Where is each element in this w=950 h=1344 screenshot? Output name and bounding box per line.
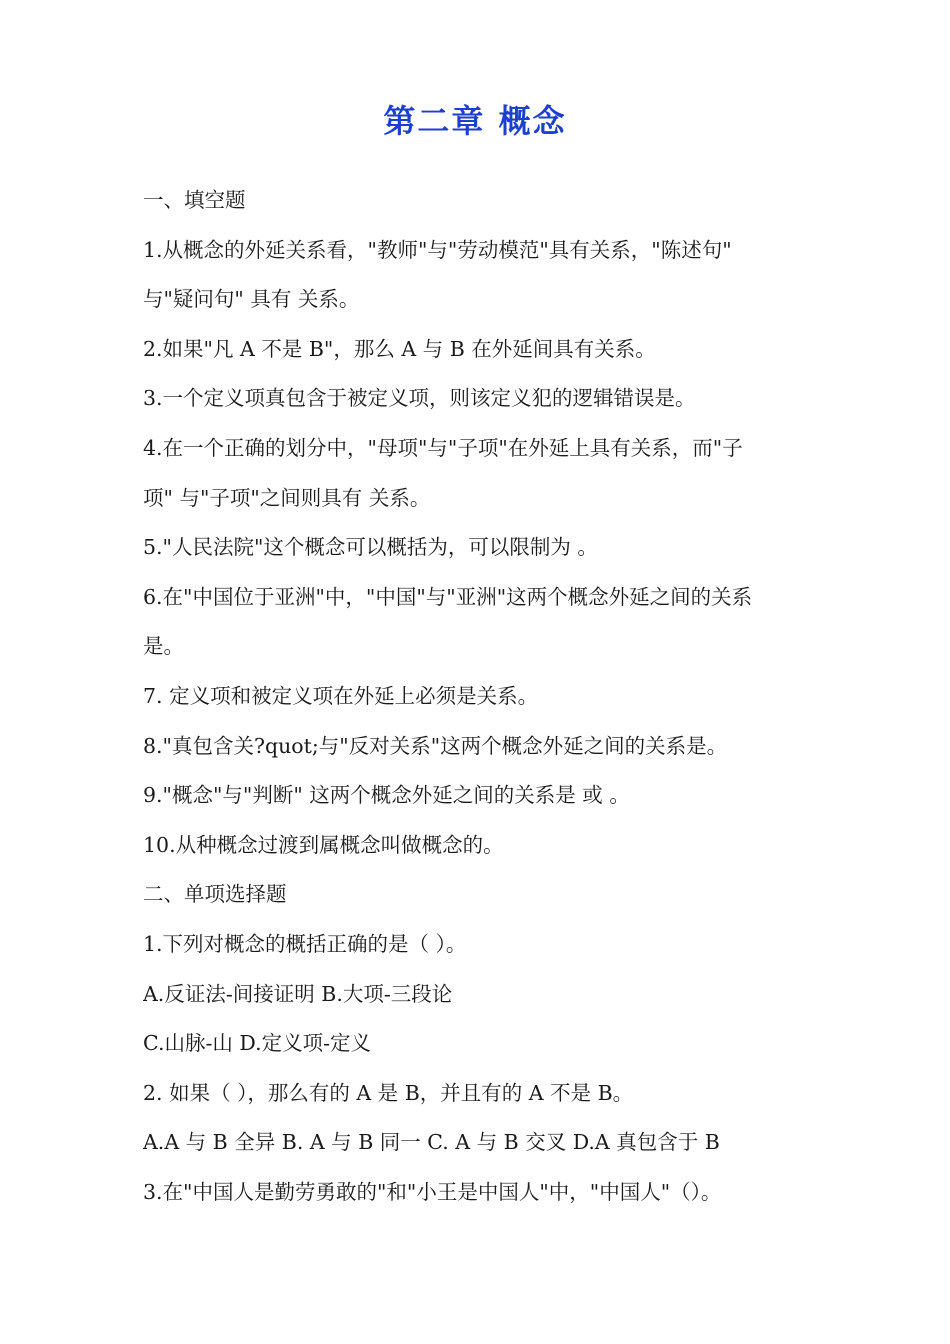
question-line: 1.下列对概念的概括正确的是（ ）。: [143, 931, 467, 956]
question-line: 是。: [143, 634, 184, 659]
question-line: 9."概念"与"判断" 这两个概念外延之间的关系是 或 。: [143, 783, 630, 808]
question-line: 6.在"中国位于亚洲"中，"中国"与"亚洲"这两个概念外延之间的关系: [143, 584, 753, 609]
question-line: 项" 与"子项"之间则具有 关系。: [143, 485, 431, 510]
page-title: 第二章 概念: [383, 102, 567, 140]
section-heading-fill-in: 一、填空题: [143, 188, 246, 212]
options-line: C.山脉-山 D.定义项-定义: [143, 1031, 372, 1056]
document-body: [143, 176, 823, 1217]
question-line: 与"疑问句" 具有 关系。: [143, 287, 360, 312]
question-line: 3.在"中国人是勤劳勇敢的"和"小王是中国人"中，"中国人"（）。: [143, 1179, 722, 1204]
question-line: 3.一个定义项真包含于被定义项，则该定义犯的逻辑错误是。: [143, 386, 696, 411]
question-line: 8."真包含关?quot;与"反对关系"这两个概念外延之间的关系是。: [143, 733, 728, 758]
question-line: 4.在一个正确的划分中，"母项"与"子项"在外延上具有关系，而"子: [143, 435, 743, 460]
options-line: A.反证法-间接证明 B.大项-三段论: [143, 981, 453, 1006]
options-line: A.A 与 B 全异 B. A 与 B 同一 C. A 与 B 交叉 D.A 真包含于 B: [143, 1130, 720, 1155]
question-line: 2.如果"凡 A 不是 B"，那么 A 与 B 在外延间具有关系。: [143, 336, 656, 361]
question-line: 5."人民法院"这个概念可以概括为，可以限制为 。: [143, 535, 598, 560]
section-heading-single-choice: 二、单项选择题: [143, 882, 287, 907]
question-line: 2. 如果（ ），那么有的 A 是 B，并且有的 A 不是 B。: [143, 1080, 634, 1105]
question-line: 7. 定义项和被定义项在外延上必须是关系。: [143, 683, 539, 708]
question-line: 1.从概念的外延关系看，"教师"与"劳动模范"具有关系，"陈述句": [143, 237, 732, 262]
question-line: 10.从种概念过渡到属概念叫做概念的。: [143, 832, 504, 857]
